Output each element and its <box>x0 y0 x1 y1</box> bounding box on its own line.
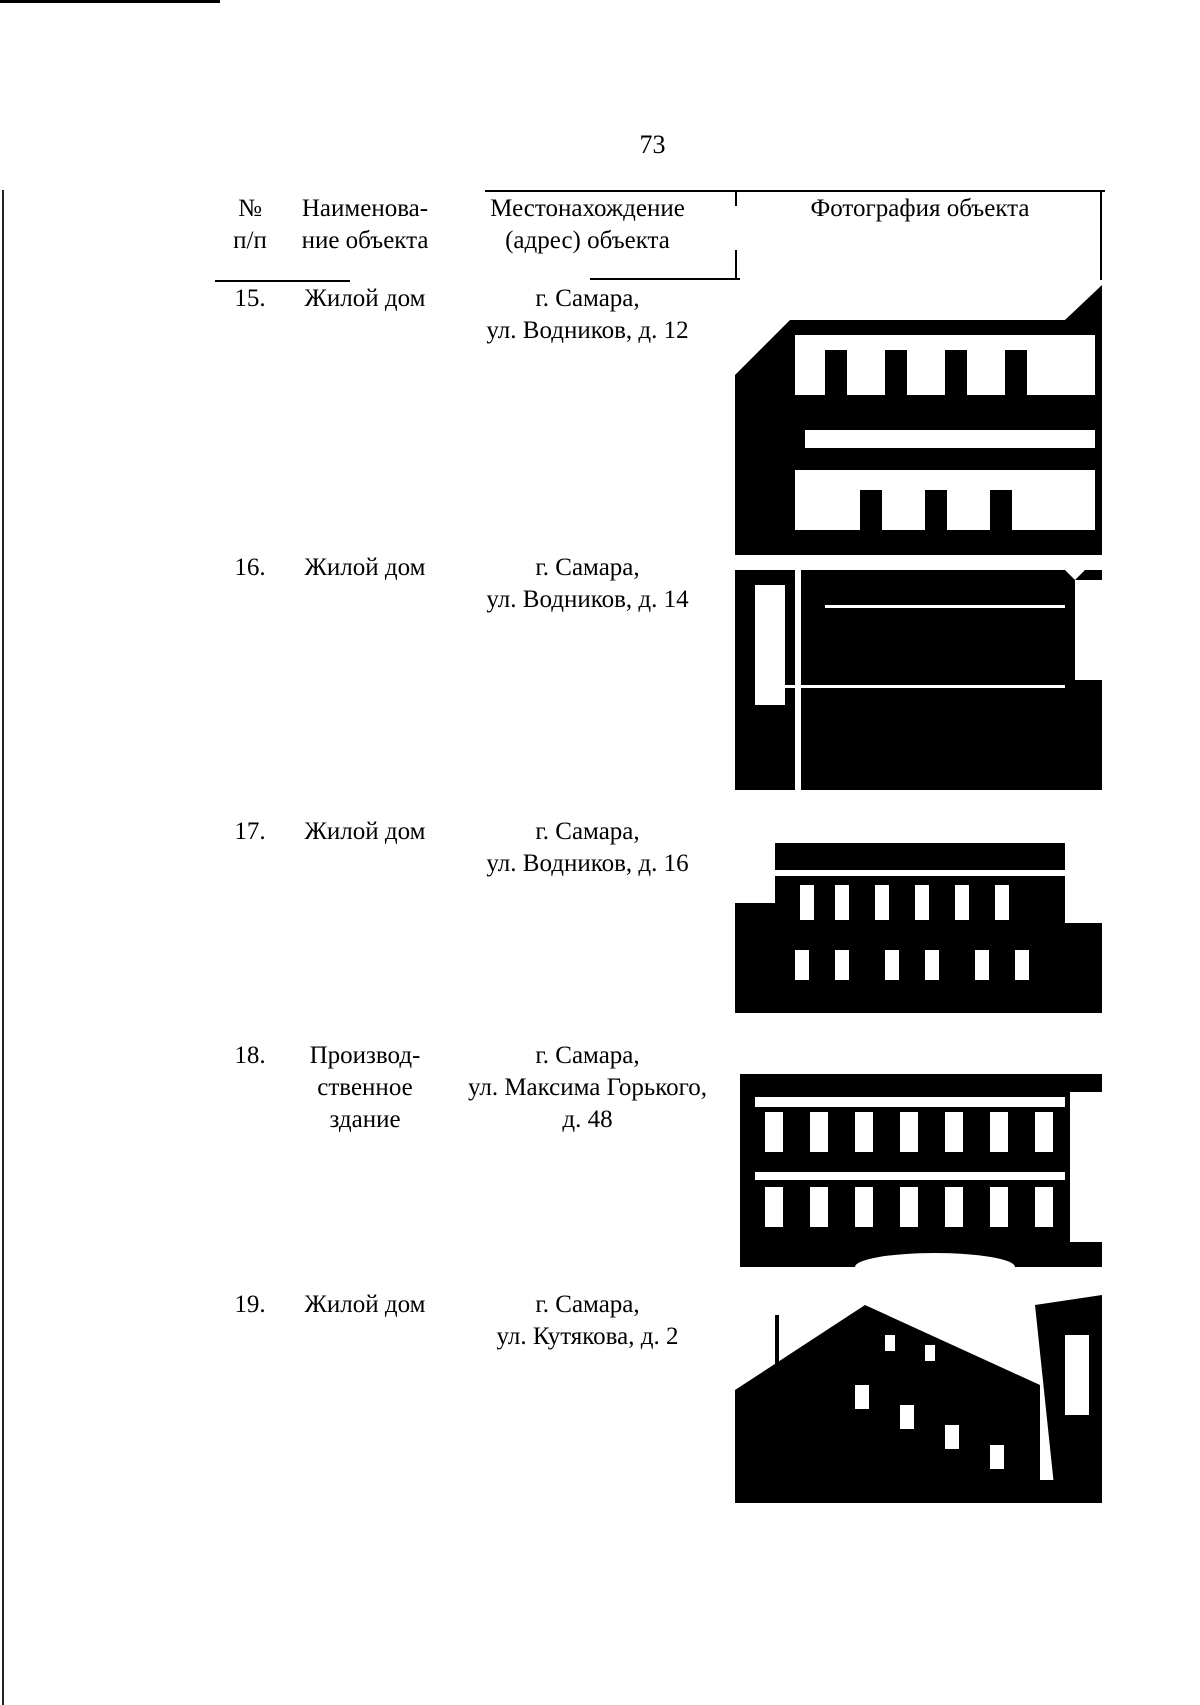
object-address: ул. Максима Горького, <box>467 1074 708 1101</box>
row-number: 18. <box>234 1042 266 1069</box>
page-number: 73 <box>639 130 666 159</box>
object-name: Жилой дом <box>304 554 426 581</box>
header-top-border <box>485 190 1105 192</box>
object-address: г. Самара, <box>535 818 640 845</box>
row-number: 15. <box>234 285 266 312</box>
object-address: ул. Водников, д. 12 <box>486 317 689 344</box>
object-name: Производ- <box>309 1042 421 1069</box>
header-photo: Фотография объекта <box>810 195 1030 222</box>
object-name: Жилой дом <box>304 285 426 312</box>
header-bottom-border <box>590 278 740 280</box>
header-num: № <box>238 195 262 222</box>
object-address: ул. Водников, д. 16 <box>486 850 689 877</box>
object-photo <box>735 280 1102 555</box>
object-address: ул. Водников, д. 14 <box>486 586 689 613</box>
object-photo <box>735 1062 1102 1267</box>
object-name: Жилой дом <box>304 1291 426 1318</box>
object-photo <box>735 815 1102 1013</box>
object-address: г. Самара, <box>535 1042 640 1069</box>
header-num: п/п <box>233 227 267 254</box>
header-divider <box>735 250 737 280</box>
row-number: 17. <box>234 818 266 845</box>
object-name: Жилой дом <box>304 818 426 845</box>
scan-edge-line <box>2 190 4 1705</box>
scan-edge-line <box>0 0 220 3</box>
object-name: ственное <box>317 1074 413 1101</box>
row-number: 19. <box>234 1291 266 1318</box>
row-number: 16. <box>234 554 266 581</box>
object-address: д. 48 <box>562 1106 613 1133</box>
header-address: (адрес) объекта <box>505 227 670 254</box>
header-name: ние объекта <box>301 227 429 254</box>
object-address: г. Самара, <box>535 554 640 581</box>
object-address: г. Самара, <box>535 285 640 312</box>
object-address: ул. Кутякова, д. 2 <box>496 1323 679 1350</box>
header-bottom-border <box>215 280 350 282</box>
header-name: Наименова- <box>301 195 429 222</box>
header-address: Местонахождение <box>490 195 685 222</box>
object-name: здание <box>329 1106 401 1133</box>
header-divider <box>735 190 737 206</box>
object-photo <box>735 560 1102 790</box>
header-right-border <box>1100 190 1102 280</box>
object-photo <box>735 1295 1102 1503</box>
object-address: г. Самара, <box>535 1291 640 1318</box>
